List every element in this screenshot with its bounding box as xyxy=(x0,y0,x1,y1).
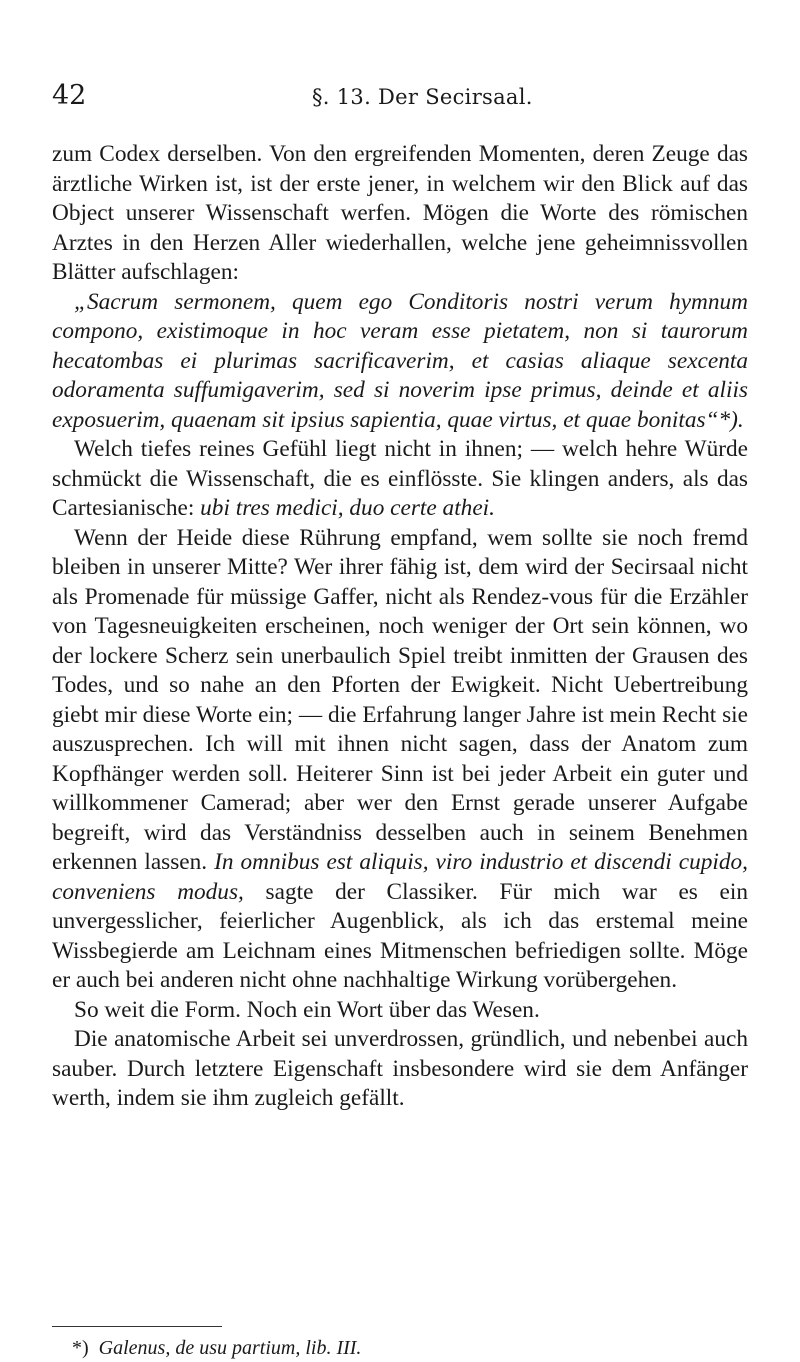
paragraph-3 xyxy=(52,435,748,524)
paragraph-4-latin: In omnibus est aliquis, viro industrio et discendi cupido, conveniens modus, xyxy=(52,849,748,905)
footnote-marker: *) xyxy=(72,1337,89,1359)
paragraph-5: So weit die Form. Noch ein Wort über das Wesen. xyxy=(74,996,540,1023)
footnote-divider xyxy=(52,1326,222,1327)
paragraph-4-text-2: sagte der Classiker. Für mich war es ein unvergesslicher, feierlicher Augenblick, als ich das erstemal meine Wissbegierde am Leichnam eines Mitmenschen befriedigen sollte. Möge er auch bei anderen nicht ohne nachhaltige Wirkung vorübergehen. xyxy=(52,878,749,993)
paragraph-1: zum Codex derselben. Von den ergreifenden Momenten, deren Zeuge das ärztliche Wirken ist, ist der erste jener, in welchem wir den Blick auf das Object unserer Wissenschaft werfen. Mögen die Worte des römischen Arztes in den Herzen Aller wiederhallen, welche jene geheimnissvollen Blätter aufschlagen: xyxy=(52,141,748,285)
page-number: 42 xyxy=(52,80,87,111)
paragraph-4 xyxy=(52,524,748,996)
paragraph-6: Die anatomische Arbeit sei unverdrossen, gründlich, und nebenbei auch sauber. Durch letztere Eigenschaft insbesondere wird sie dem Anfänger werth, indem sie ihm zugleich gefällt. xyxy=(52,1026,748,1111)
page-header xyxy=(52,80,748,116)
body-text xyxy=(52,140,748,1114)
paragraph-3-text: Welch tiefes reines Gefühl liegt nicht in ihnen; — welch hehre Würde schmückt die Wissenschaft, die es einflösste. Sie klingen anders, als das Cartesianische: xyxy=(52,436,748,521)
footnote-citation: Galenus, de usu partium, lib. III. xyxy=(98,1337,362,1359)
footnote xyxy=(72,1336,361,1360)
running-title: §. 13. Der Secirsaal. xyxy=(312,85,533,109)
paragraph-2-latin-quote: „Sacrum sermonem, quem ego Conditoris nostri verum hymnum compono, existimoque in hoc veram esse pietatem, non si taurorum hecatombas ei plurimas sacrificaverim, et casias aliaque sexcenta odoramenta suffumigaverim, sed si noverim ipse primus, deinde et aliis exposuerim, quaenam sit ipsius sapientia, quae virtus, et quae bonitas“*). xyxy=(52,288,748,433)
paragraph-4-text: Wenn der Heide diese Rührung empfand, wem sollte sie noch fremd bleiben in unserer Mitte? Wer ihrer fähig ist, dem wird der Secirsaal nicht als Promenade für müssige Gaffer, nicht als Rendez-vous für die Erzähler von Tagesneuigkeiten erscheinen, noch weniger der Ort sein können, wo der lockere Scherz sein unerbaulich Spiel treibt inmitten der Grausen des Todes, und so nahe an den Pforten der Ewigkeit. Nicht Uebertreibung giebt mir diese Worte ein; — die Erfahrung langer Jahre ist mein Recht sie auszusprechen. Ich will mit ihnen nicht sagen, dass der Anatom zum Kopfhänger werden soll. Heiterer Sinn ist bei jeder Arbeit ein guter und willkommener Camerad; aber wer den Ernst gerade unserer Aufgabe begreift, wird das Verständniss desselben auch in seinem Benehmen erkennen lassen. xyxy=(52,524,748,875)
paragraph-3-latin: ubi tres medici, duo certe athei. xyxy=(200,495,495,521)
